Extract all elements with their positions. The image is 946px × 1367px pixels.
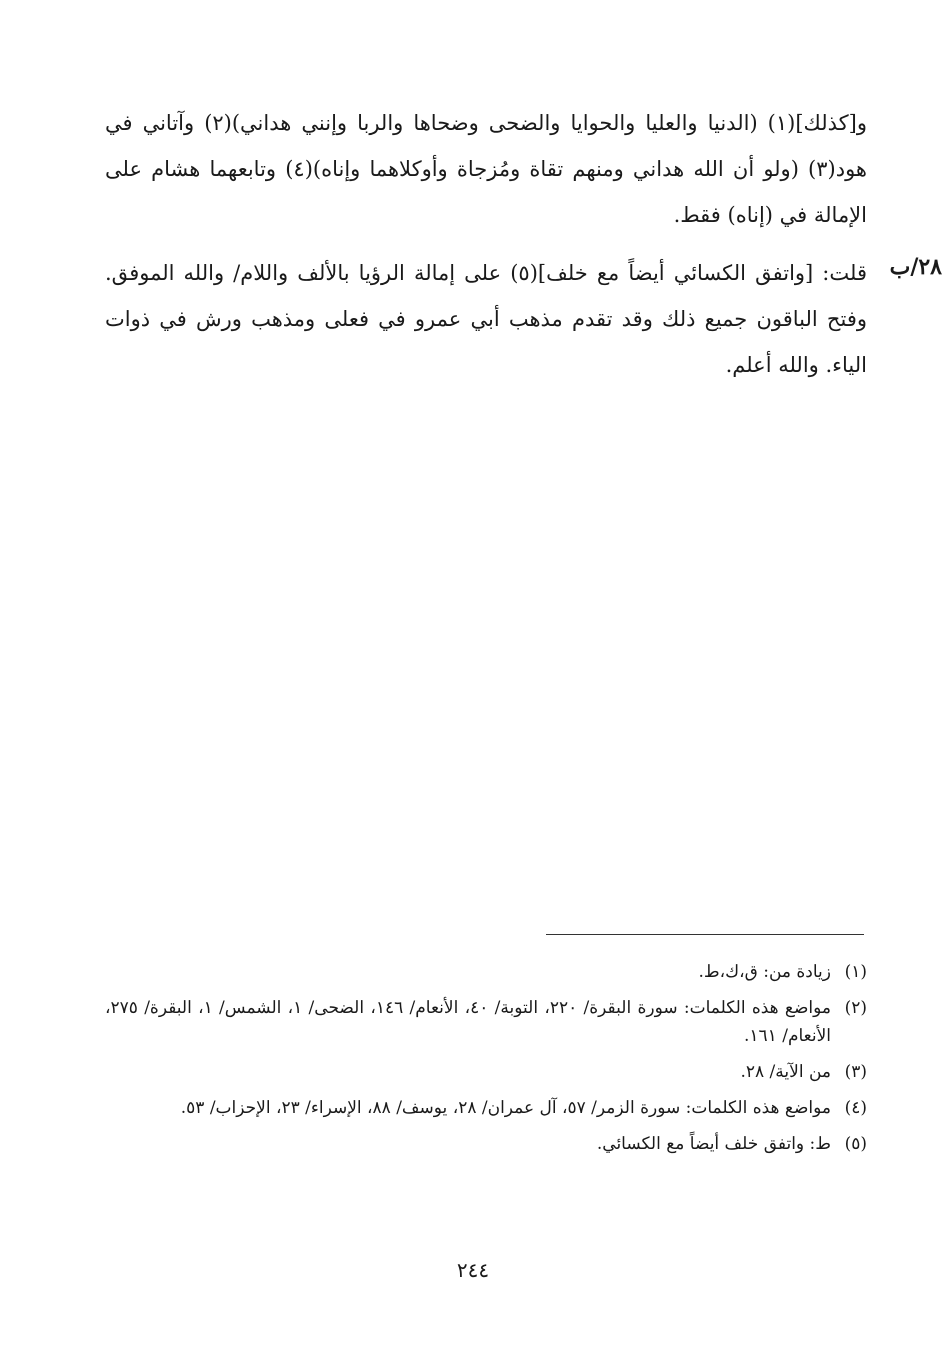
footnote-5 [105,1130,867,1158]
footnote-text: مواضع هذه الكلمات: سورة الزمر/ ٥٧، آل عمران/ ٢٨، يوسف/ ٨٨، الإسراء/ ٢٣، الإحزاب/ ٥٣. [180,1098,831,1118]
footnote-number: (٣) [844,1062,867,1082]
footnote-number: (١) [844,962,867,982]
body-paragraph-1: و[كذلك](١) (الدنيا والعليا والحوايا والضحى وضحاها والربا وإنني هداني)(٢) وآتاني في هود(٣) (ولو أن الله هداني ومنهم تقاة ومُزجاة وأوكلاهما وإناه)(٤) وتابعهما هشام على الإمالة في (إناه) فقط. [105,111,867,227]
footnote-2 [105,994,867,1050]
footnote-number: (٥) [844,1134,867,1154]
page-number: ٢٤٤ [456,1258,490,1282]
footnote-text: مواضع هذه الكلمات: سورة البقرة/ ٢٢٠، التوبة/ ٤٠، الأنعام/ ١٤٦، الضحى/ ١، الشمس/ ١، البقرة/ ٢٧٥، الأنعام/ ١٦١. [105,998,832,1046]
footnote-text: من الآية/ ٢٨. [740,1062,831,1082]
footnotes [105,958,867,1166]
footnote-number: (٢) [844,998,867,1018]
footnote-1 [105,958,867,986]
footnote-separator [546,934,864,935]
body-paragraph-2: قلت: [واتفق الكسائي أيضاً مع خلف](٥) على إمالة الرؤيا بالألف واللام/ والله الموفق. وفتح الباقون جميع ذلك وقد تقدم مذهب أبي عمرو في فعلى ومذهب ورش في ذوات الياء. والله أعلم. [105,261,867,377]
footnote-4 [105,1094,867,1122]
footnote-number: (٤) [844,1098,867,1118]
footnote-text: ط: واتفق خلف أيضاً مع الكسائي. [596,1134,831,1154]
footnote-text: زيادة من: ق،ك،ط. [698,962,831,982]
folio-margin-note: ٢٨/ب [889,254,942,280]
footnote-3 [105,1058,867,1086]
